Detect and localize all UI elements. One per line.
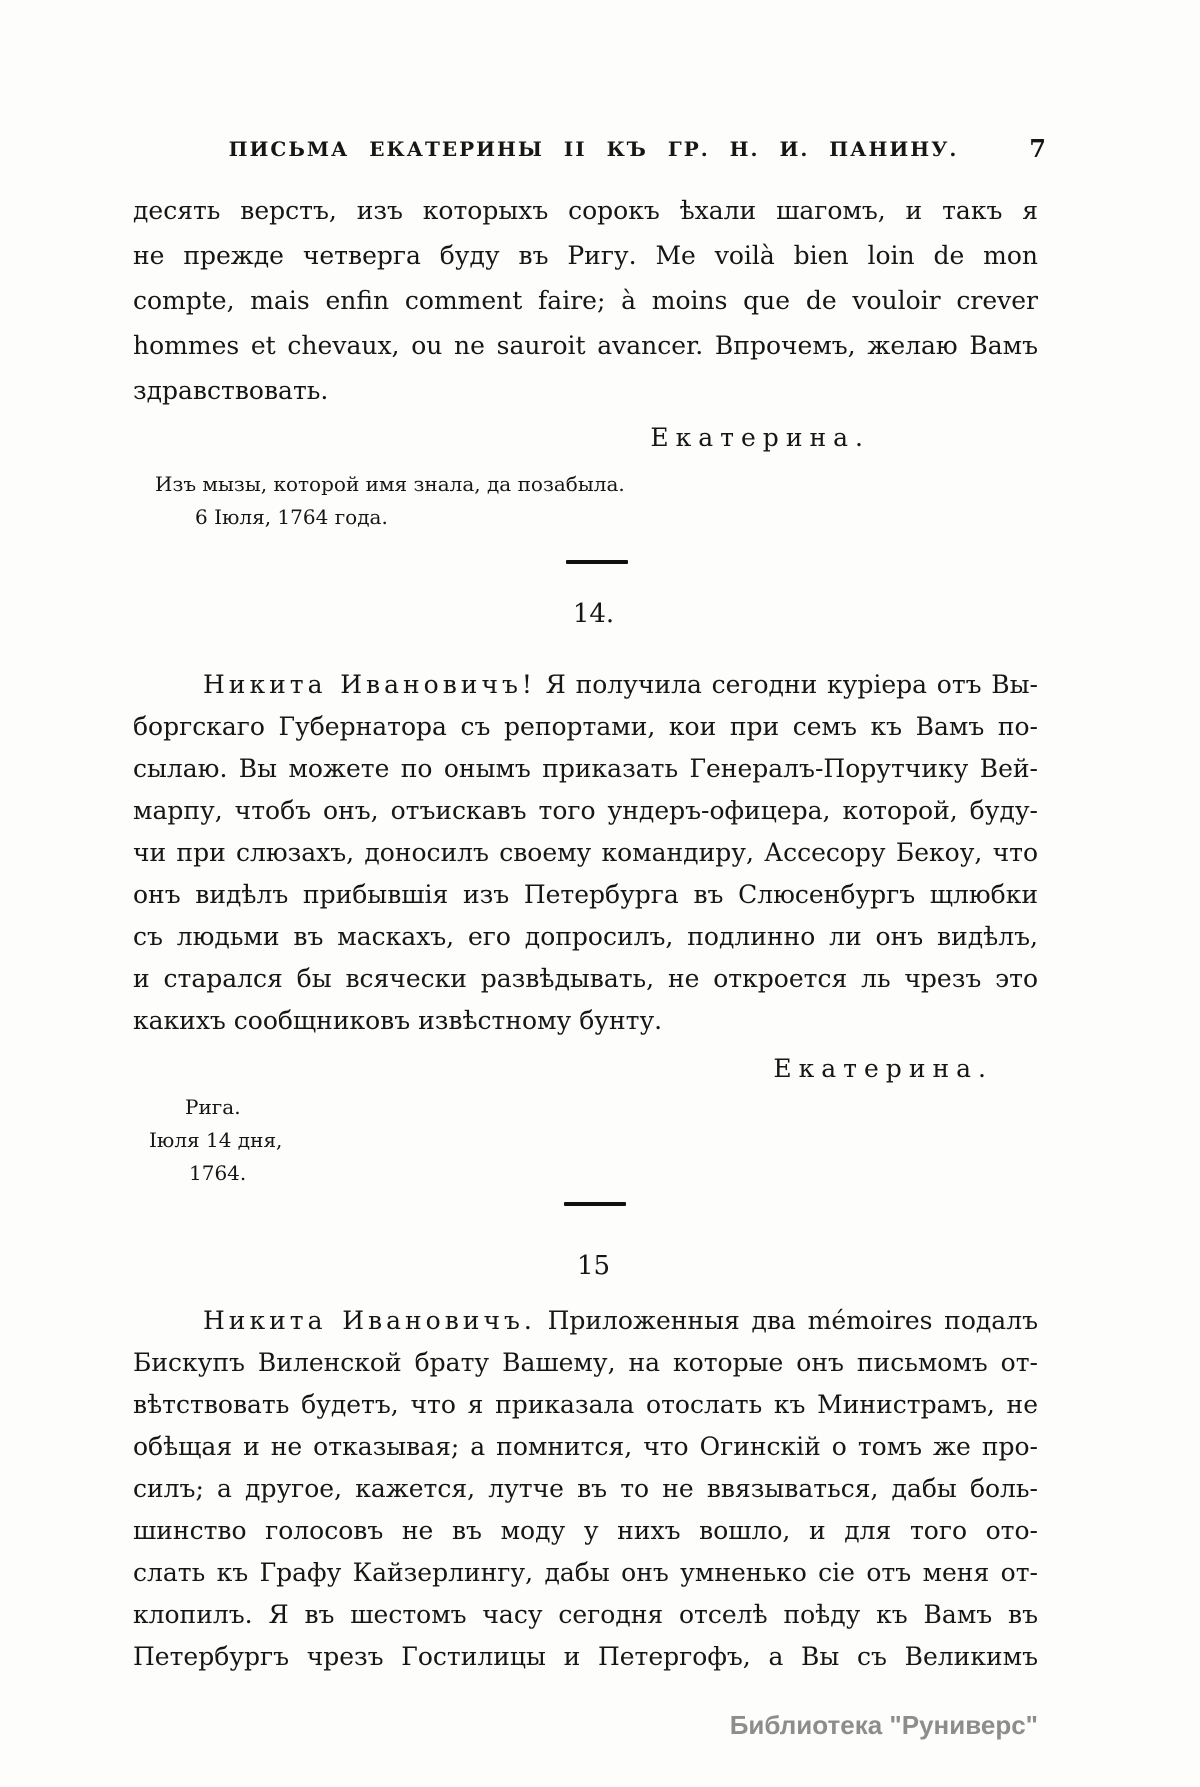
letter-14 (133, 594, 1038, 1190)
text-line: чи при слюзахъ, доносилъ своему командиру, Ассесору Бекоу, что (133, 838, 1038, 867)
letter-13-continuation (133, 188, 1038, 534)
text-line: compte, mais enfin comment faire; à moins que de vouloir crever (133, 286, 1038, 315)
text-line: здравствовать. (133, 376, 329, 405)
text-line: не прежде четверга буду въ Ригу. Me voilà bien loin de mon (133, 241, 1038, 270)
running-title: ПИСЬМА ЕКАТЕРИНЫ II КЪ ГР. Н. И. ПАНИНУ. (228, 137, 959, 161)
book-page (133, 0, 1046, 1744)
page-number: 7 (1029, 134, 1046, 163)
text-line: онъ видѣлъ прибывшія изъ Петербурга въ Слюсенбургъ щлюбки (133, 880, 1038, 909)
signature-ekaterina: Екатерина. (650, 423, 870, 452)
text-line: и старался бы всячески развѣдывать, не откроется ль чрезъ это (133, 964, 1038, 993)
text-line: hommes et chevaux, ou ne sauroit avancer. Впрочемъ, желаю Вамъ (133, 331, 1038, 360)
text-line: Никита Ивановичъ. Приложенныя два mémoires подалъ (203, 1306, 1038, 1335)
text-line: Петербургъ чрезъ Гостилицы и Петергофъ, а Вы съ Великимъ (133, 1642, 1038, 1671)
dateline-line: Іюля 14 дня, (149, 1128, 283, 1152)
dateline-line: 6 Іюля, 1764 года. (195, 505, 388, 529)
addressee-name: Никита Ивановичъ. (203, 1306, 536, 1335)
text-line: слать къ Графу Кайзерлингу, дабы онъ умненько сіе отъ меня от- (133, 1558, 1038, 1587)
text-line: съ людьми въ маскахъ, его допросилъ, подлинно ли онъ видѣлъ, (133, 922, 1038, 951)
letter-15-text (133, 1300, 1038, 1678)
dateline-line: 1764. (189, 1161, 247, 1185)
text-line: сылаю. Вы можете по онымъ приказать Генералъ-Порутчику Вей- (133, 754, 1038, 783)
page-header (133, 134, 1046, 164)
text-line: марпу, чтобъ онъ, отъискавъ того ундеръ-офицера, которой, буду- (133, 796, 1038, 825)
text-line: десять верстъ, изъ которыхъ сорокъ ѣхали шагомъ, и такъ я (133, 196, 1038, 225)
text-line: обѣщая и не отказывая; а помнится, что Огинскій о томъ же про- (133, 1432, 1038, 1461)
letter-15 (133, 1246, 1038, 1678)
text-line: Никита Ивановичъ! Я получила сегодни куріера отъ Вы- (203, 670, 1038, 699)
dateline-block (133, 468, 1038, 534)
text-line: какихъ сообщниковъ извѣстному бунту. (133, 1006, 663, 1035)
signature-ekaterina: Екатерина. (773, 1054, 993, 1083)
text-line: шинство голосовъ не въ моду у нихъ вошло, и для того ото- (133, 1516, 1038, 1545)
section-divider (566, 560, 628, 564)
section-divider (564, 1202, 626, 1206)
text-line: клопилъ. Я въ шестомъ часу сегодня отселѣ поѣду къ Вамъ въ (133, 1600, 1038, 1629)
dateline-block (133, 1091, 1038, 1190)
library-watermark: Библиотека "Руниверс" (729, 1710, 1038, 1740)
text-line: боргскаго Губернатора съ репортами, кои при семъ къ Вамъ по- (133, 712, 1038, 741)
letter-number: 15 (576, 1251, 611, 1281)
text-line: силъ; а другое, кажется, лутче въ то не ввязываться, дабы боль- (133, 1474, 1038, 1503)
dateline-line: Рига. (185, 1095, 241, 1119)
dateline-line: Изъ мызы, которой имя знала, да позабыла. (155, 472, 625, 496)
letter-14-text (133, 664, 1038, 1042)
addressee-name: Никита Ивановичъ! (203, 670, 536, 699)
letter-13-text (133, 188, 1038, 413)
letter-number: 14. (572, 599, 615, 629)
text-line: Бискупъ Виленской брату Вашему, на которые онъ письмомъ от- (133, 1348, 1038, 1377)
text-line: вѣтствовать будетъ, что я приказала отослать къ Министрамъ, не (133, 1390, 1038, 1419)
